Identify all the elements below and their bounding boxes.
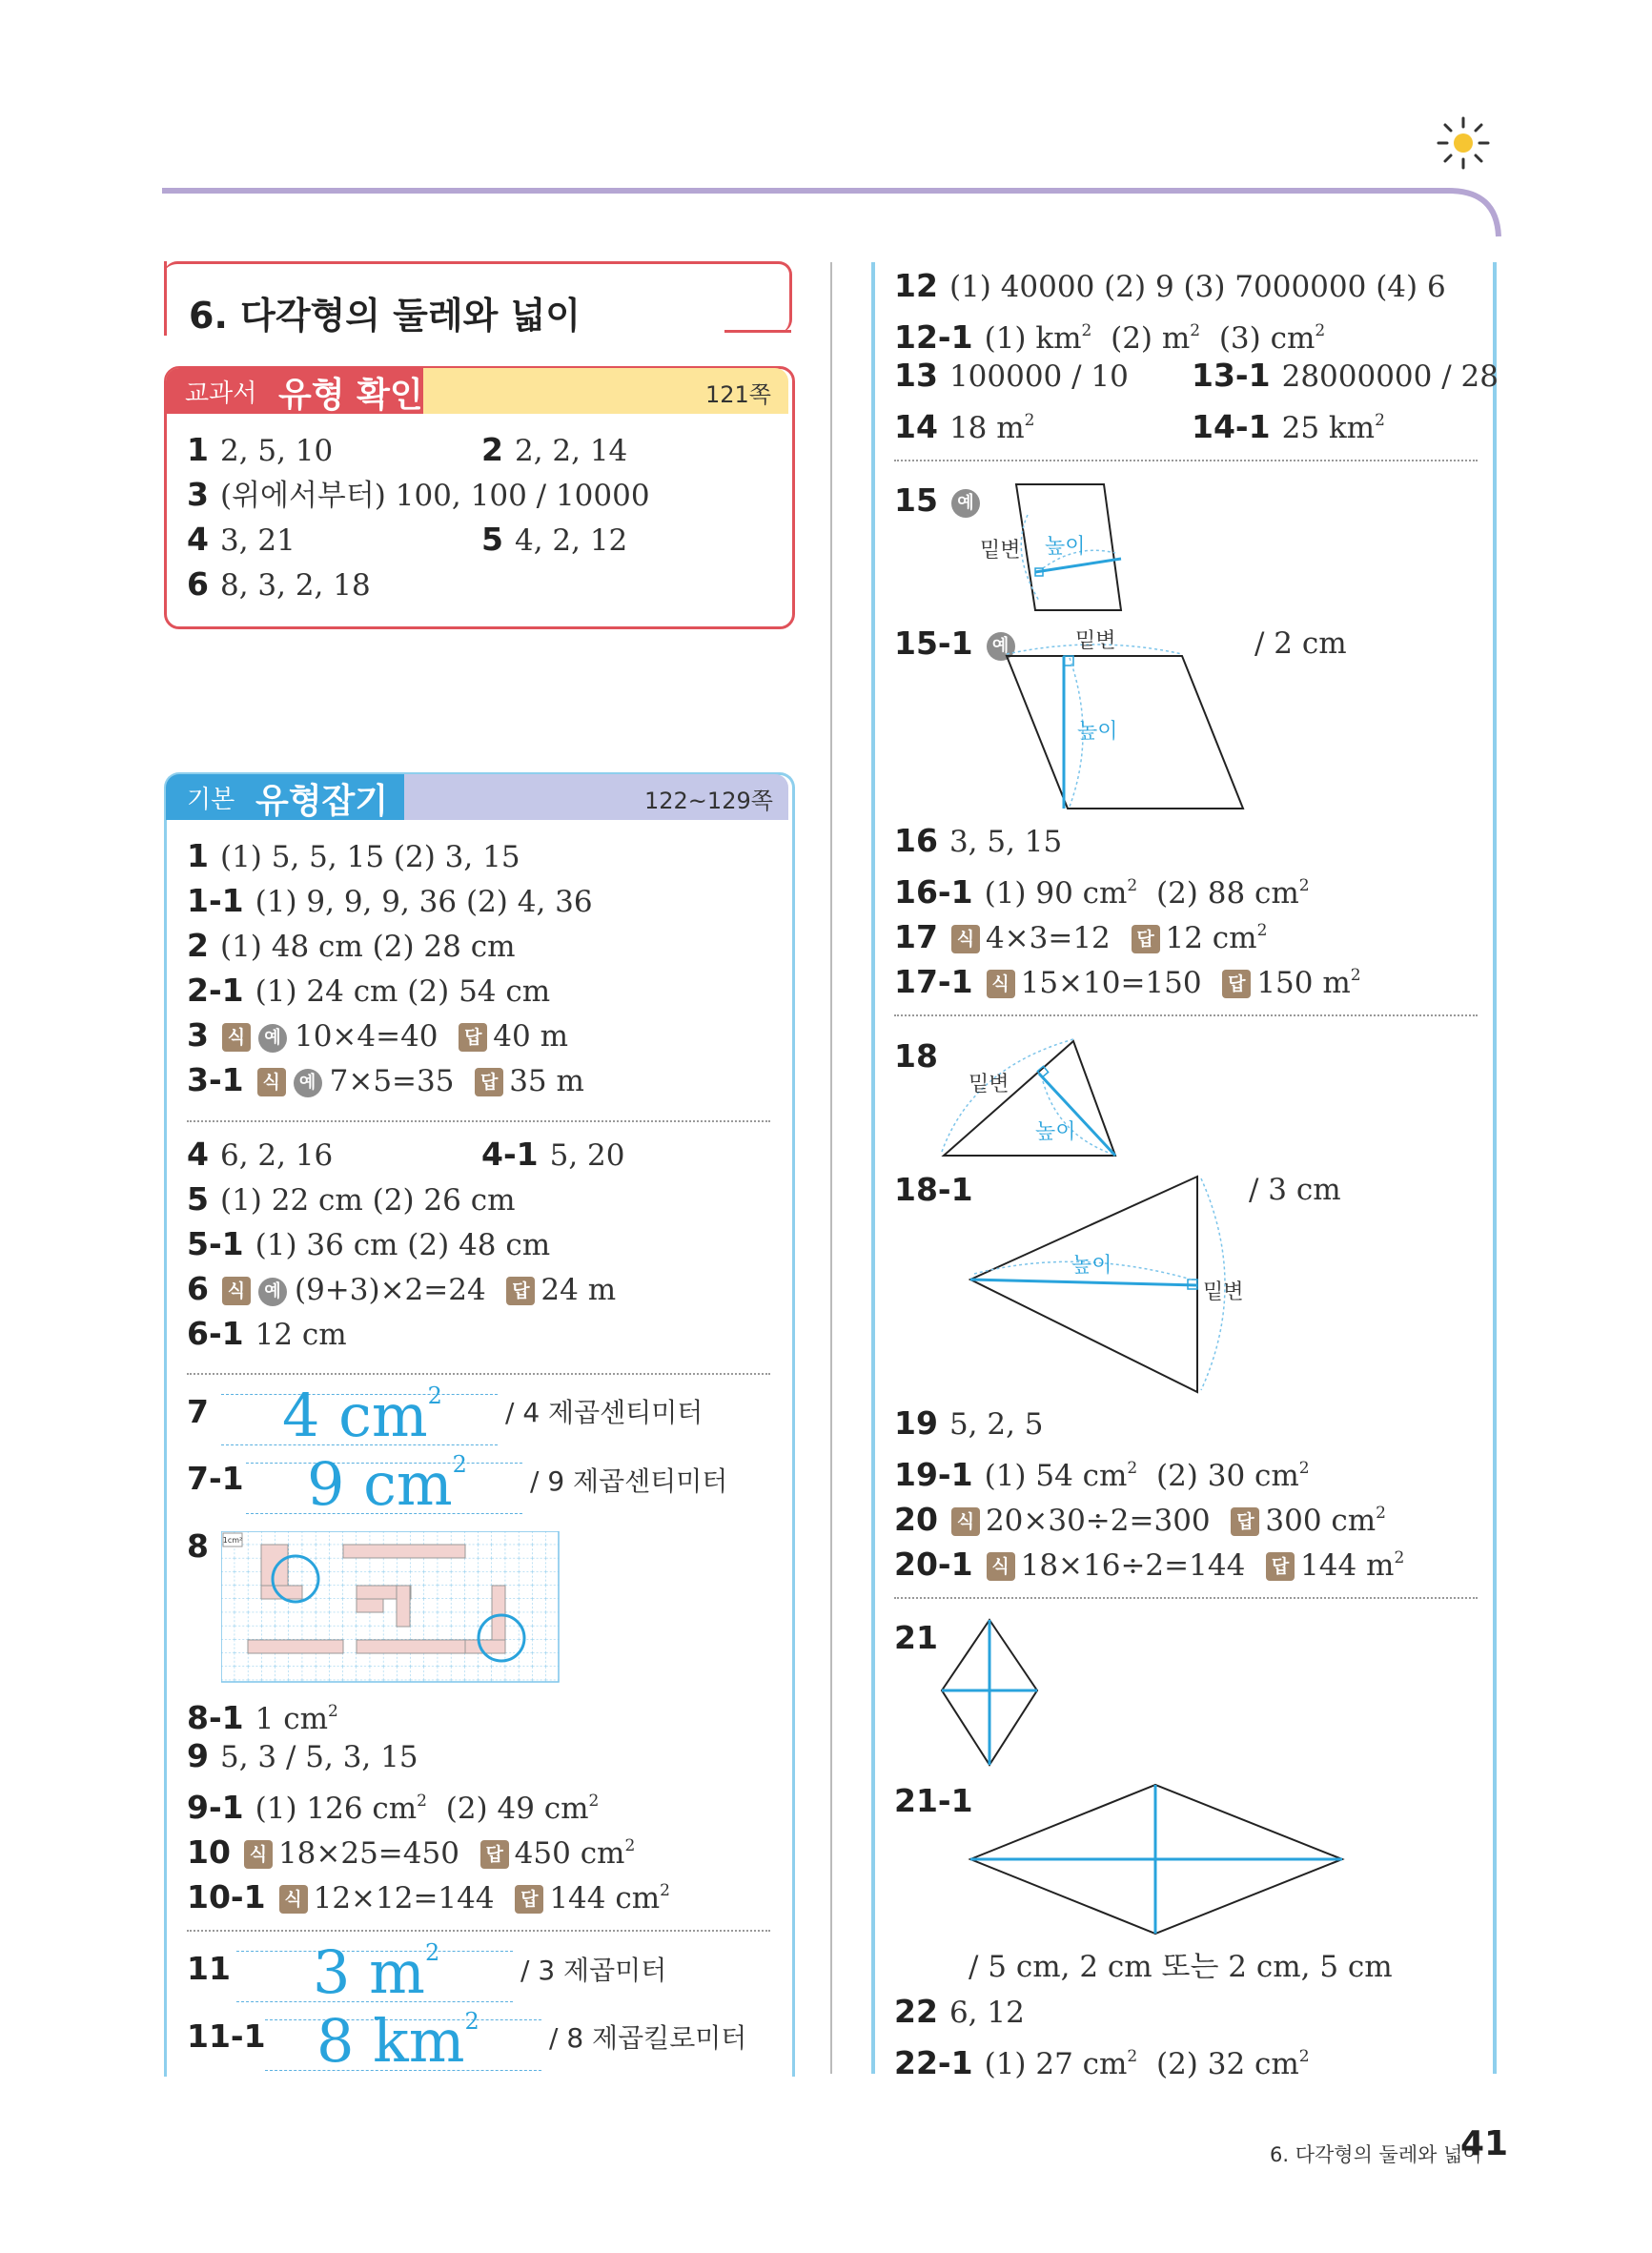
b1-row1: 1 2, 5, 10: [187, 431, 334, 468]
r18-1-height-label: 높이: [1071, 1254, 1112, 1278]
l-row9: 9 5, 3 / 5, 3, 15: [187, 1737, 418, 1774]
r-row21-1: 21-1: [894, 1782, 973, 1819]
r15-height-label: 높이: [1045, 535, 1086, 559]
l-row11-num: 11: [187, 1950, 231, 1987]
r-row13-1: 13-1 28000000 / 28: [1192, 357, 1499, 394]
l-row4: 4 6, 2, 16: [187, 1136, 334, 1173]
l-sep2: [187, 1373, 770, 1375]
l-row7-num: 7: [187, 1393, 209, 1430]
l-row11-1-read: / 8 제곱킬로미터: [549, 2022, 747, 2054]
r-row17: 17 식 4×3=12 답 12 $cm^2$: [894, 918, 1268, 955]
l-row3-1: 3-1 식 예 7×5=35 답 35 m: [187, 1061, 584, 1098]
right-guide-left: [871, 262, 875, 2074]
b1-row6: 6 8, 3, 2, 18: [187, 565, 371, 603]
l-sep3: [187, 1930, 770, 1932]
l-row5: 5 (1) 22 cm (2) 26 cm: [187, 1180, 516, 1218]
l-row11-read: / 3 제곱미터: [520, 1955, 667, 1986]
l-row10: 10 식 18×25=450 답 450 $cm^2$: [187, 1833, 636, 1871]
r-row20-1: 20-1 식 18×16÷2=144 답 144 $m^2$: [894, 1546, 1405, 1583]
l-sep1: [187, 1120, 770, 1122]
l-row11-hand: 3 $m^2$: [313, 1937, 440, 2007]
l-row11-1-num: 11-1: [187, 2017, 266, 2055]
r-row15-1: 15-1 예: [894, 625, 1023, 664]
footer-page-number: 41: [1460, 2124, 1509, 2163]
r-row16-1: 16-1 (1) 90 $cm^2$ (2) 88 $cm^2$: [894, 873, 1310, 911]
r-row16: 16 3, 5, 15: [894, 822, 1063, 859]
r-row18-1: 18-1: [894, 1171, 973, 1208]
grid-unit-label: 1cm²: [222, 1536, 243, 1545]
b1-row3: 3 (위에서부터) 100, 100 / 10000: [187, 476, 650, 513]
l-row7-1-num: 7-1: [187, 1460, 244, 1497]
r-row19-1: 19-1 (1) 54 $cm^2$ (2) 30 $cm^2$: [894, 1456, 1310, 1493]
l-row7-1-hand: 9 $cm^2$: [307, 1449, 467, 1519]
r-row13: 13 100000 / 10: [894, 357, 1129, 394]
l-row7-read: / 4 제곱센티미터: [505, 1397, 704, 1428]
r-row14-1: 14-1 25 $km^2$: [1192, 408, 1385, 445]
l-row6-1: 6-1 12 cm: [187, 1315, 347, 1352]
r-row14: 14 18 $m^2$: [894, 408, 1035, 445]
l-row1-1: 1-1 (1) 9, 9, 9, 36 (2) 4, 36: [187, 882, 593, 919]
box2-title: 유형잡기: [255, 782, 389, 821]
r-row21-1-ans: / 5 cm, 2 cm 또는 2 cm, 5 cm: [969, 1950, 1393, 1984]
l-row7-hand: 4 $cm^2$: [282, 1381, 442, 1450]
l-row10-1: 10-1 식 12×12=144 답 144 $cm^2$: [187, 1878, 670, 1915]
l-row3: 3 식 예 10×4=40 답 40 m: [187, 1016, 568, 1054]
l-row2: 2 (1) 48 cm (2) 28 cm: [187, 927, 516, 964]
r-row21: 21: [894, 1619, 938, 1656]
r15-1-base-label: 밑변: [1075, 629, 1116, 653]
l-row2-1: 2-1 (1) 24 cm (2) 54 cm: [187, 972, 551, 1009]
box1-tag: 교과서: [185, 379, 257, 408]
l-row8-num: 8: [187, 1527, 209, 1565]
box1-page: 121쪽: [705, 381, 771, 408]
r-sep2: [894, 1014, 1478, 1016]
l-row1: 1 (1) 5, 5, 15 (2) 3, 15: [187, 837, 520, 874]
l-row8-grid: [221, 1531, 561, 1684]
l-row7-1-read: / 9 제곱센티미터: [530, 1465, 728, 1497]
r21-rhombus: [938, 1616, 1043, 1769]
r-row20: 20 식 20×30÷2=300 답 300 $cm^2$: [894, 1501, 1386, 1538]
r-row15-1-ans: / 2 cm: [1254, 626, 1347, 661]
footer-chapter: 6. 다각형의 둘레와 넓이: [1270, 2143, 1482, 2166]
chapter-title-left: [164, 261, 167, 336]
chapter-title-underline: [724, 330, 791, 333]
r-sep1: [894, 460, 1478, 461]
b1-row2: 2 2, 2, 14: [481, 431, 628, 468]
l-row5-1: 5-1 (1) 36 cm (2) 48 cm: [187, 1225, 551, 1262]
r15-base-label: 밑변: [980, 539, 1021, 563]
l-row11-1-hand: 8 $km^2$: [316, 2006, 479, 2076]
r18-1-base-label: 밑변: [1203, 1280, 1244, 1304]
r-row22-1: 22-1 (1) 27 $cm^2$ (2) 32 $cm^2$: [894, 2044, 1310, 2081]
r-row18-1-ans: / 3 cm: [1249, 1173, 1341, 1207]
l-row8-1: 8-1 1 $cm^2$: [187, 1699, 338, 1736]
l-row6: 6 식 예 (9+3)×2=24 답 24 m: [187, 1270, 617, 1307]
b1-row5: 5 4, 2, 12: [481, 521, 628, 558]
right-guide-right: [1493, 262, 1497, 2074]
r18-height-label: 높이: [1035, 1120, 1076, 1144]
r-row17-1: 17-1 식 15×10=150 답 150 $m^2$: [894, 963, 1361, 1000]
r-row22: 22 6, 12: [894, 1993, 1025, 2030]
r18-triangle: [934, 1030, 1125, 1163]
chapter-title: 6. 다각형의 둘레와 넓이: [189, 295, 581, 337]
r-sep3: [894, 1597, 1478, 1599]
r-row12-1: 12-1 (1) $km^2$ (2) $m^2$ (3) $cm^2$: [894, 318, 1326, 356]
box2-tag: 기본: [187, 786, 235, 814]
box2-page: 122~129쪽: [644, 788, 773, 814]
box1-title: 유형 확인: [278, 376, 423, 415]
r-row18: 18: [894, 1037, 938, 1075]
l-row4-1: 4-1 5, 20: [481, 1136, 625, 1173]
r15-1-parallelogram: [1001, 639, 1249, 820]
r21-1-rhombus: [967, 1781, 1348, 1938]
r-row19: 19 5, 2, 5: [894, 1404, 1044, 1442]
r-row15: 15 예: [894, 481, 988, 521]
r18-base-label: 밑변: [969, 1073, 1010, 1096]
r15-1-height-label: 높이: [1077, 720, 1118, 744]
r-row12: 12 (1) 40000 (2) 9 (3) 7000000 (4) 6: [894, 267, 1446, 304]
b1-row4: 4 3, 21: [187, 521, 296, 558]
sun-icon: [1435, 114, 1492, 172]
header-rule: [162, 181, 1506, 238]
column-divider: [830, 262, 832, 2074]
l-row9-1: 9-1 (1) 126 $cm^2$ (2) 49 $cm^2$: [187, 1789, 600, 1826]
